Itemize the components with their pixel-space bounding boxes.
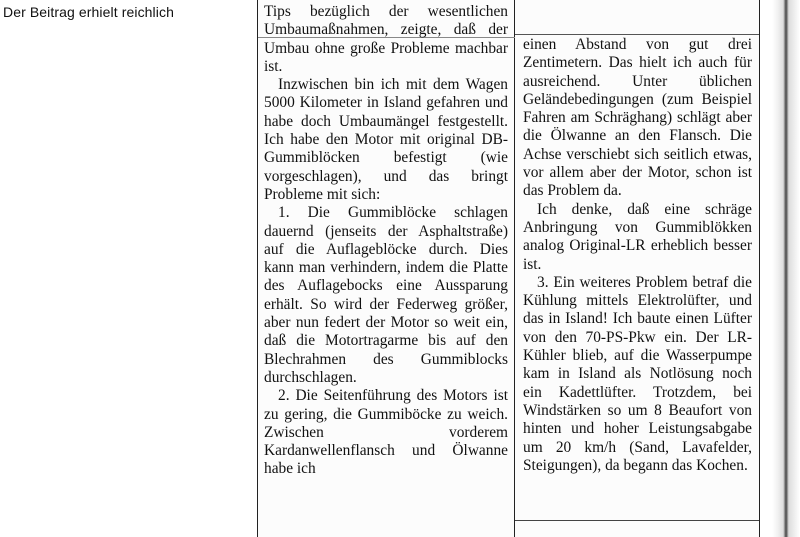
clipping-edge-left [257, 0, 258, 537]
paragraph: Ich denke, daß eine schräge Anbringung von Gummiblökken analog Original-LR erheblich besser ist. [523, 200, 752, 273]
paragraph: Tips bezüglich der wesentlichen Umbaumaßnahmen, zeigte, daß der Umbau ohne große Probleme machbar ist. [264, 3, 508, 75]
scan-border [772, 0, 800, 537]
numbered-paragraph: 1. Die Gummiblöcke schlagen dauernd (jenseits der Asphaltstraße) auf die Auflageblöcke durch. Dies kann man verhindern, indem die Platte des Auflagebocks eine Aussparung erhält. So wird der Federweg größer, aber nun federt der Motor so weit ein, daß die Motortragarme bis auf den Blechrahmen des Gummiblocks durchschlagen. [264, 204, 508, 386]
caption-text: Der Beitrag erhielt reichlich [3, 4, 174, 20]
paragraph: einen Abstand von gut drei Zentimetern. Das hielt ich auch für ausreichend. Unter üblichen Geländebedingungen (zum Beispiel Fahren am Schräghang) schlägt aber die Ölwanne an den Flansch. Die Achse verschiebt sich seitlich etwas, vor allem aber der Motor, schon ist das Problem da. [523, 36, 752, 200]
clipping-edge-middle [514, 0, 515, 537]
clipping-edge-top-right [515, 34, 759, 35]
clipping-edge-bottom-right [515, 520, 759, 521]
clipping-edge-right [759, 0, 760, 537]
article-column-left [264, 3, 508, 479]
paragraph: Inzwischen bin ich mit dem Wagen 5000 Kilometer in Island gefahren und habe doch Umbaumängel festgestellt. Ich habe den Motor mit original DB-Gummiblöcken befestigt (wie vorgeschlagen), und das bringt Probleme mit sich: [264, 76, 508, 203]
article-column-right [523, 36, 752, 475]
numbered-paragraph: 2. Die Seitenführung des Motors ist zu gering, die Gummiböcke zu weich. Zwischen vorderem Kardanwellenflansch und Ölwanne habe ich [264, 387, 508, 478]
numbered-paragraph: 3. Ein weiteres Problem betraf die Kühlung mittels Elektrolüfter, und das in Island! Ich baute einen Lüfter von den 70-PS-Pkw ein. Der LR-Kühler blieb, auf die Wasserpumpe kam in Island als Notlösung noch ein Kadettlüfter. Trotzdem, bei Windstärken so um 8 Beaufort von hinten und hoher Leistungsabgabe um 20 km/h (Sand, Lavafelder, Steigungen), da begann das Kochen. [523, 273, 752, 474]
